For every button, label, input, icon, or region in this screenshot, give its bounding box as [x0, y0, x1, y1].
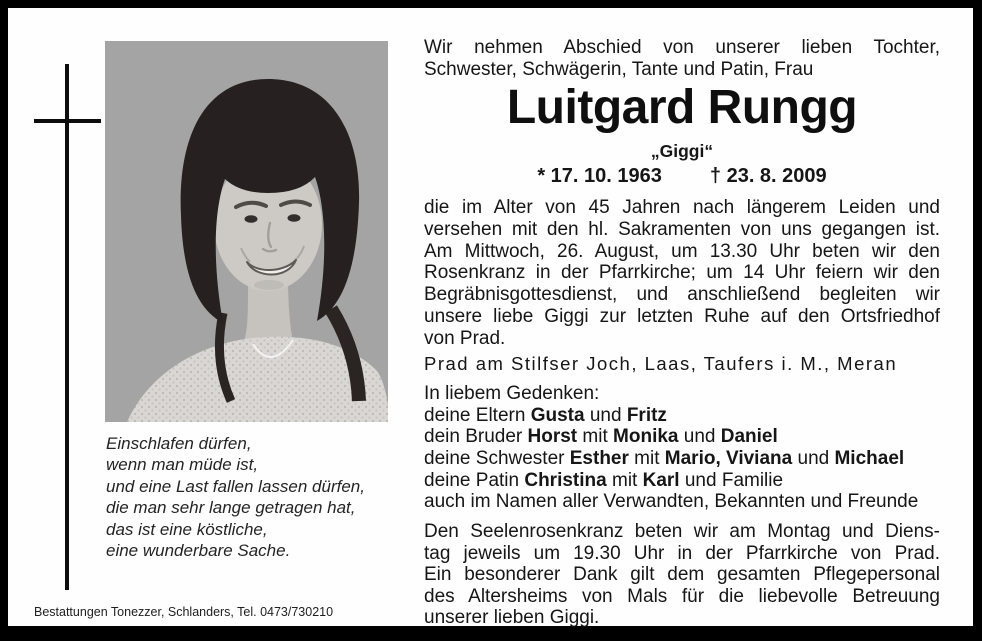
memorial-poem	[106, 433, 406, 561]
family-member-name: Monika	[613, 426, 679, 448]
family-member-name: Horst	[527, 426, 578, 448]
obituary-line: unsere liebe Giggi zur letzten Ruhe auf den Ortsfriedhof	[424, 305, 940, 327]
chin-shadow	[254, 280, 284, 290]
family-line-text: mit	[577, 426, 614, 448]
family-member-name: Michael	[834, 447, 905, 469]
right-eye	[288, 214, 301, 222]
closing-line: Ein besonderer Dank gilt dem gesamten Pflegepersonal	[424, 564, 940, 586]
family-member-name: Gusta	[530, 404, 585, 426]
cross-vertical-bar	[65, 64, 69, 590]
family-line-text: mit	[628, 447, 665, 469]
closing-line: unserer lieben Giggi.	[424, 607, 600, 629]
family-member-name: Christina	[524, 469, 607, 491]
obituary-line: Rosenkranz in der Pfarrkirche; um 14 Uhr feiern wir den	[424, 262, 940, 284]
poem-line: wenn man müde ist,	[106, 455, 259, 475]
obituary-line: Begräbnisgottesdienst, und anschließend begleiten wir	[424, 284, 940, 306]
obituary-line: Am Mittwoch, 26. August, um 13.30 Uhr beten wir den	[424, 240, 940, 262]
closing-line: des Altersheims von Mals für die liebevolle Betreuung	[424, 585, 940, 607]
funeral-home-line: Bestattungen Tonezzer, Schlanders, Tel. 0473/730210	[34, 605, 334, 619]
remembrance-heading: In liebem Gedenken:	[424, 382, 600, 404]
poem-line: und eine Last fallen lassen dürfen,	[106, 476, 365, 496]
intro-line: Wir nehmen Abschied von unserer lieben Tochter,	[424, 37, 940, 58]
family-list	[424, 405, 940, 514]
family-line-text: deine Eltern	[424, 404, 531, 426]
notice-text-column	[424, 37, 940, 629]
life-dates	[424, 164, 940, 188]
obituary-text	[424, 197, 940, 350]
birth-date: * 17. 10. 1963	[537, 165, 662, 187]
family-member-name: Mario, Viviana	[664, 447, 793, 469]
family-line	[424, 470, 940, 492]
obituary-line: von Prad.	[424, 327, 506, 349]
family-member-name: Fritz	[626, 404, 667, 426]
closing-line: tag jeweils um 19.30 Uhr in der Pfarrkirche von Prad.	[424, 542, 940, 564]
nickname: „Giggi“	[650, 141, 714, 161]
obituary-line: die im Alter von 45 Jahren nach längerem Leiden und	[424, 197, 940, 218]
family-line-text: und	[678, 426, 721, 448]
intro-line: Schwester, Schwägerin, Tante und Patin, Frau	[424, 59, 814, 80]
family-line-text: und Familie	[679, 469, 784, 491]
family-line	[424, 405, 940, 427]
poem-line: das ist eine köstliche,	[106, 519, 268, 539]
left-eye	[245, 215, 258, 223]
family-line	[424, 426, 940, 448]
poem-line: eine wunderbare Sache.	[106, 541, 291, 561]
poem-line: die man sehr lange getragen hat,	[106, 498, 356, 518]
deceased-name: Luitgard Rungg	[506, 81, 858, 134]
cross-horizontal-bar	[34, 119, 101, 123]
family-member-name: Karl	[642, 469, 680, 491]
intro-text	[424, 37, 940, 81]
poem-line: Einschlafen dürfen,	[106, 434, 252, 453]
family-line	[424, 491, 940, 513]
family-member-name: Esther	[569, 447, 629, 469]
family-line-text: dein Bruder	[424, 426, 528, 448]
death-date: † 23. 8. 2009	[709, 165, 827, 187]
family-line-text: deine Patin	[424, 469, 525, 491]
portrait-photo	[105, 41, 388, 422]
family-line	[424, 448, 940, 470]
places-line: Prad am Stilfser Joch, Laas, Taufers i. M., Meran	[424, 352, 898, 374]
family-line-text: und	[584, 404, 627, 426]
family-line-text: mit	[606, 469, 643, 491]
family-line-text: und	[792, 447, 835, 469]
closing-line: Den Seelenrosenkranz beten wir am Montag und Diens-	[424, 521, 940, 543]
obituary-line: versehen mit den hl. Sakramenten von uns gegangen ist.	[424, 218, 940, 240]
family-member-name: Daniel	[720, 426, 778, 448]
closing-text	[424, 521, 940, 629]
family-line-text: deine Schwester	[424, 447, 570, 469]
family-line-text: auch im Namen aller Verwandten, Bekannten und Freunde	[424, 491, 919, 513]
